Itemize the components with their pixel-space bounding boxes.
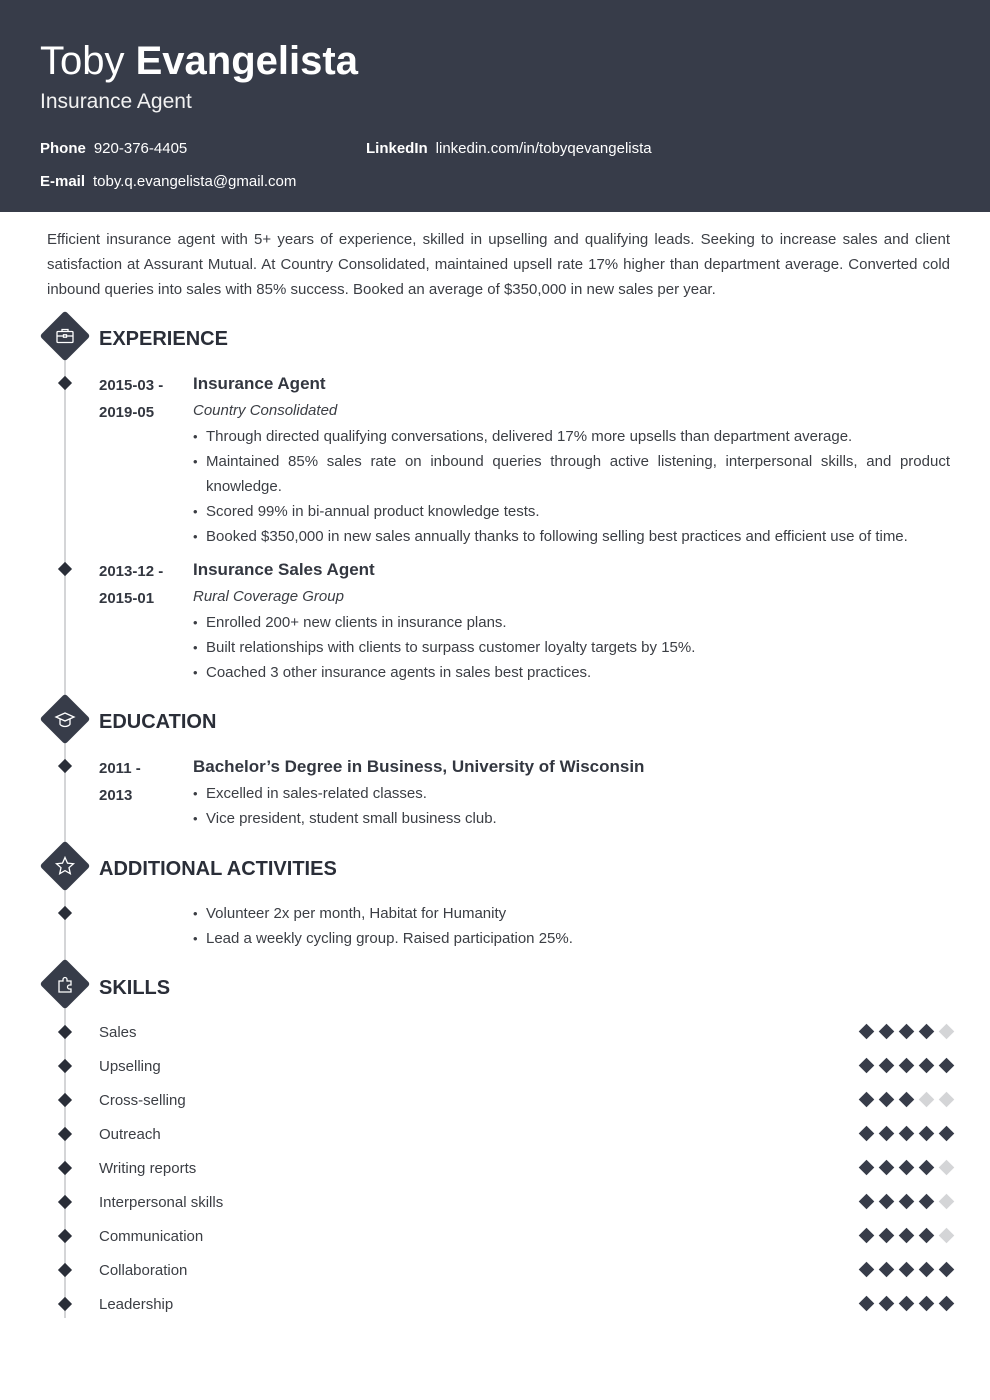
bullet-item: • Lead a weekly cycling group. Raised participation 25%. <box>193 926 950 951</box>
profile-summary: Efficient insurance agent with 5+ years of experience, skilled in upselling and qualifying leads. Seeking to increase sales and client satisfaction at Assurant Mutual. At Country Consolidated, maintained upsell rate 17% higher than department average. Converted cold inbound queries into sales with 85% success. Booked an average of $350,000 in new sales per year. <box>47 231 950 298</box>
skill-name: Sales <box>99 1024 137 1041</box>
rating-filled-icon <box>919 1160 935 1176</box>
education-entry <box>193 754 950 831</box>
first-name: Toby <box>40 39 125 83</box>
education-dates <box>99 755 179 809</box>
skill-rating <box>860 1094 953 1105</box>
rating-filled-icon <box>899 1296 915 1312</box>
activities-entry <box>193 901 950 951</box>
date-start: 2015-03 - <box>99 377 164 394</box>
timeline-marker <box>58 1263 72 1277</box>
activities-section-icon <box>40 841 91 892</box>
skill-name: Writing reports <box>99 1160 197 1177</box>
rating-filled-icon <box>859 1058 875 1074</box>
job-bullets <box>193 424 950 549</box>
graduation-cap-icon <box>54 708 76 730</box>
timeline-marker <box>58 1161 72 1175</box>
rating-filled-icon <box>899 1024 915 1040</box>
timeline-marker <box>58 1025 72 1039</box>
timeline-marker <box>58 562 72 576</box>
last-name: Evangelista <box>135 39 358 83</box>
timeline-marker <box>58 1093 72 1107</box>
rating-filled-icon <box>919 1262 935 1278</box>
timeline-marker <box>58 906 72 920</box>
date-start: 2011 - <box>99 760 141 777</box>
linkedin-label: LinkedIn <box>366 140 428 157</box>
rating-filled-icon <box>859 1092 875 1108</box>
skills-section-icon <box>40 959 91 1010</box>
rating-filled-icon <box>899 1194 915 1210</box>
briefcase-icon <box>54 325 76 347</box>
job-dates <box>99 558 179 612</box>
rating-filled-icon <box>859 1126 875 1142</box>
rating-empty-icon <box>939 1160 955 1176</box>
skill-rating <box>860 1026 953 1037</box>
skill-name: Cross-selling <box>99 1092 186 1109</box>
full-name <box>40 38 950 84</box>
rating-filled-icon <box>879 1194 895 1210</box>
rating-empty-icon <box>939 1092 955 1108</box>
rating-filled-icon <box>919 1228 935 1244</box>
activities-heading: ADDITIONAL ACTIVITIES <box>99 858 337 880</box>
rating-filled-icon <box>939 1058 955 1074</box>
rating-filled-icon <box>879 1058 895 1074</box>
skills-heading: SKILLS <box>99 977 171 999</box>
timeline-marker <box>58 759 72 773</box>
bullet-item: • Booked $350,000 in new sales annually thanks to following selling best practices and efficient use of time. <box>193 524 950 549</box>
rating-filled-icon <box>899 1160 915 1176</box>
contact-email <box>40 173 296 190</box>
rating-filled-icon <box>939 1262 955 1278</box>
company-name: Country Consolidated <box>193 402 338 419</box>
rating-filled-icon <box>939 1126 955 1142</box>
job-role: Insurance Sales Agent <box>193 560 375 579</box>
skill-rating <box>860 1128 953 1139</box>
skill-rating <box>860 1298 953 1309</box>
rating-empty-icon <box>939 1194 955 1210</box>
rating-filled-icon <box>919 1058 935 1074</box>
rating-filled-icon <box>859 1262 875 1278</box>
experience-heading: EXPERIENCE <box>99 328 228 350</box>
date-end: 2019-05 <box>99 404 155 421</box>
rating-filled-icon <box>859 1160 875 1176</box>
skill-rating <box>860 1060 953 1071</box>
skill-name: Collaboration <box>99 1262 188 1279</box>
rating-filled-icon <box>939 1296 955 1312</box>
rating-filled-icon <box>919 1194 935 1210</box>
rating-filled-icon <box>919 1024 935 1040</box>
rating-filled-icon <box>879 1228 895 1244</box>
education-heading: EDUCATION <box>99 711 217 733</box>
rating-filled-icon <box>899 1092 915 1108</box>
job-bullets <box>193 610 950 685</box>
rating-filled-icon <box>859 1228 875 1244</box>
skill-name: Interpersonal skills <box>99 1194 224 1211</box>
rating-filled-icon <box>859 1024 875 1040</box>
email-link[interactable]: toby.q.evangelista@gmail.com <box>93 173 297 190</box>
skill-name: Outreach <box>99 1126 161 1143</box>
job-title: Insurance Agent <box>40 90 192 113</box>
date-end: 2015-01 <box>99 590 155 607</box>
bullet-item: • Vice president, student small business club. <box>193 806 950 831</box>
timeline-marker <box>58 1229 72 1243</box>
bullet-item: • Scored 99% in bi-annual product knowledge tests. <box>193 499 950 524</box>
bullet-item: • Enrolled 200+ new clients in insurance plans. <box>193 610 950 635</box>
contact-info <box>40 140 950 210</box>
rating-filled-icon <box>899 1262 915 1278</box>
rating-filled-icon <box>859 1194 875 1210</box>
job-role: Insurance Agent <box>193 374 326 393</box>
contact-phone <box>40 140 187 157</box>
phone-label: Phone <box>40 140 86 157</box>
rating-filled-icon <box>879 1296 895 1312</box>
rating-filled-icon <box>879 1092 895 1108</box>
rating-filled-icon <box>879 1126 895 1142</box>
timeline-marker <box>58 1127 72 1141</box>
skill-rating <box>860 1196 953 1207</box>
degree-title: Bachelor’s Degree in Business, University of Wisconsin <box>193 757 645 776</box>
skill-name: Upselling <box>99 1058 161 1075</box>
rating-filled-icon <box>879 1024 895 1040</box>
job-dates <box>99 372 179 426</box>
timeline-marker <box>58 1195 72 1209</box>
puzzle-icon <box>54 973 76 995</box>
star-icon <box>54 855 76 877</box>
skill-rating <box>860 1230 953 1241</box>
bullet-item: • Coached 3 other insurance agents in sales best practices. <box>193 660 950 685</box>
timeline-marker <box>58 1059 72 1073</box>
phone-value: 920-376-4405 <box>93 140 188 157</box>
activities-bullets <box>193 901 950 951</box>
contact-linkedin <box>366 140 652 157</box>
skill-rating <box>860 1264 953 1275</box>
education-bullets <box>193 781 950 831</box>
rating-empty-icon <box>919 1092 935 1108</box>
job-entry <box>193 557 950 685</box>
rating-filled-icon <box>879 1160 895 1176</box>
rating-empty-icon <box>939 1024 955 1040</box>
bullet-item: • Built relationships with clients to surpass customer loyalty targets by 15%. <box>193 635 950 660</box>
rating-filled-icon <box>899 1058 915 1074</box>
education-section-icon <box>40 694 91 745</box>
rating-filled-icon <box>919 1126 935 1142</box>
experience-section-icon <box>40 311 91 362</box>
rating-filled-icon <box>899 1228 915 1244</box>
bullet-item: • Through directed qualifying conversations, delivered 17% more upsells than department average. <box>193 424 950 449</box>
rating-filled-icon <box>899 1126 915 1142</box>
bullet-item: • Volunteer 2x per month, Habitat for Humanity <box>193 901 950 926</box>
skill-rating <box>860 1162 953 1173</box>
bullet-item: • Excelled in sales-related classes. <box>193 781 950 806</box>
linkedin-link[interactable]: linkedin.com/in/tobyqevangelista <box>435 140 652 157</box>
email-label: E-mail <box>40 173 86 190</box>
rating-filled-icon <box>919 1296 935 1312</box>
skill-name: Leadership <box>99 1296 174 1313</box>
rating-filled-icon <box>879 1262 895 1278</box>
company-name: Rural Coverage Group <box>193 588 344 605</box>
date-end: 2013 <box>99 787 133 804</box>
resume-header <box>0 0 990 212</box>
timeline-marker <box>58 1297 72 1311</box>
rating-filled-icon <box>859 1296 875 1312</box>
skill-name: Communication <box>99 1228 204 1245</box>
timeline-marker <box>58 376 72 390</box>
rating-empty-icon <box>939 1228 955 1244</box>
date-start: 2013-12 - <box>99 563 164 580</box>
bullet-item: • Maintained 85% sales rate on inbound queries through active listening, interpersonal skills, and product knowledge. <box>193 449 950 499</box>
job-entry <box>193 371 950 549</box>
